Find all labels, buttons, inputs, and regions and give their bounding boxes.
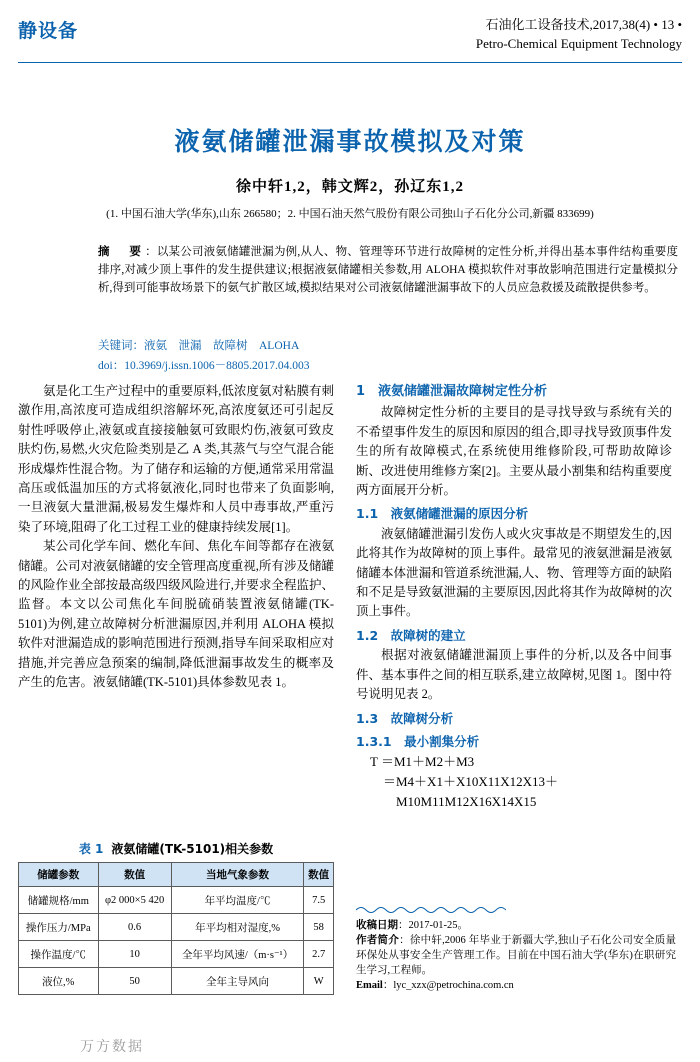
paragraph: 氨是化工生产过程中的重要原料,低浓度氨对粘膜有刺激作用,高浓度可造成组织溶解坏死,高浓度氨还可引起反射性呼吸停止,液氨或直接接触氨可致眼灼伤,液氨可致皮肤灼伤,易燃,火灾危险类别是乙 A 类,其蒸气与空气混合能形成爆炸性混合物。为了储存和运输的方便,通常采用常温高压或低温加压的方式将氨液化,同时也带来了负面影响,一旦液氨大量泄漏,极易发生爆炸和人员中毒事故,严重污染了环境,阻碍了化工过程工业的健康持续发展[1]。	[18, 384, 334, 534]
authors: 徐中轩1,2，韩文辉2，孙辽东1,2	[235, 179, 464, 195]
table-row	[19, 914, 334, 941]
table-cell: 50	[98, 968, 171, 995]
journal-info	[476, 14, 682, 52]
page-title: 液氨储罐泄漏事故模拟及对策	[174, 127, 526, 156]
formula-line: M10M11M12X16X14X15	[370, 794, 537, 810]
abstract-label: 摘 要	[98, 246, 146, 258]
table-header-row	[19, 863, 334, 887]
heading-1-1: 1.1 液氨储罐泄漏的原因分析	[356, 506, 529, 522]
parameters-table	[18, 862, 334, 995]
table-cell: 操作压力/MPa	[19, 914, 99, 941]
table-cell: 全年平均风速/（m·s⁻¹）	[171, 941, 304, 968]
table-cell: 储罐规格/mm	[19, 887, 99, 914]
table-caption	[18, 840, 334, 857]
email-value: ：lyc_xzx@petrochina.com.cn	[382, 980, 514, 991]
table-cell: 全年主导风向	[171, 968, 304, 995]
bio-text: ：徐中轩,2006 年毕业于新疆大学,独山子石化公司安全质量环保处从事安全生产管理工作。目前在中国石油大学(华东)在职研究生学习,工程师。	[356, 935, 677, 976]
left-column	[18, 382, 334, 693]
affiliation: (1. 中国石油大学(华东),山东 266580；2. 中国石油天然气股份有限公司独山子石化分公司,新疆 833699)	[106, 208, 594, 220]
email-line	[356, 978, 676, 993]
heading-1-2: 1.2 故障树的建立	[356, 627, 466, 643]
right-column	[356, 382, 672, 812]
author-bio	[356, 933, 676, 978]
table-header-cell: 储罐参数	[19, 863, 99, 887]
paragraph: 液氨储罐泄漏引发伤人或火灾事故是不期望发生的,因此将其作为故障树的顶上事件。最常见的液氨泄漏是液氨储罐本体泄漏和管道系统泄漏,人、物、管理等方面的缺陷和不足是导致氨泄漏的主要原因,因此将其作为故障树的次顶上事件。	[356, 526, 672, 619]
abstract-text: ：以某公司液氨储罐泄漏为例,从人、物、管理等环节进行故障树的定性分析,并得出基本事件结构重要度排序,对减少顶上事件的发生提供建议;根据液氨储罐相关参数,用 ALOHA 模拟软件对事故影响范围进行定量模拟分析,得到可能事故场景下的氨气扩散区域,模拟结果对公司液氨储罐泄漏事故下的人员应急救援及疏散提供参考。	[98, 246, 679, 294]
received-date	[356, 918, 676, 933]
table-number: 表 1	[78, 842, 104, 856]
email-label: Email	[356, 980, 383, 991]
page-header	[18, 14, 682, 62]
table-cell: 2.7	[304, 941, 334, 968]
table-cell: 年平均温度/℃	[171, 887, 304, 914]
wave-divider-icon	[356, 905, 506, 915]
received-value: ：2017-01-25。	[398, 920, 468, 931]
header-divider	[18, 62, 682, 63]
keywords-text: ：液氨 泄漏 故障树 ALOHA	[132, 340, 300, 352]
heading-1-3: 1.3 故障树分析	[356, 710, 454, 726]
table-cell: φ2 000×5 420	[98, 887, 171, 914]
keywords-label: 关键词	[98, 340, 133, 352]
footnote-block	[356, 918, 676, 993]
abstract	[98, 243, 678, 297]
paragraph: 故障树定性分析的主要目的是寻找导致与系统有关的不希望事件发生的原因和原因的组合,即寻找导致顶事件发生的所有故障模式,在系统使用维修阶段,可帮助故障诊断、改进使用维修方案[2]。主要从最小割集和结构重要度两方面展开分析。	[356, 405, 672, 498]
formula-line: ＝M4＋X1＋X10X11X12X13＋	[370, 774, 559, 790]
section-label: 静设备	[18, 20, 79, 42]
table-cell: 10	[98, 941, 171, 968]
heading-1: 1 液氨储罐泄漏故障树定性分析	[356, 384, 548, 399]
table-cell: W	[304, 968, 334, 995]
table-cell: 操作温度/℃	[19, 941, 99, 968]
table-header-cell: 数值	[98, 863, 171, 887]
doi: doi：10.3969/j.issn.1006－8805.2017.04.003	[98, 360, 310, 372]
watermark: 万方数据	[80, 1039, 144, 1055]
table-row	[19, 968, 334, 995]
journal-cn: 石油化工设备技术,2017,38(4) • 13 •	[485, 17, 682, 32]
table-header-cell: 数值	[304, 863, 334, 887]
table-cell: 58	[304, 914, 334, 941]
paragraph: 某公司化学车间、燃化车间、焦化车间等都存在液氨储罐。公司对液氨储罐的安全管理高度重视,所有涉及储罐的风险作业全部按最高级四级风险进行,并要求全程监护、监督。本文以公司焦化车间脱硫硝装置液氨储罐(TK-5101)为例,建立故障树分析泄漏原因,并利用 ALOHA 模拟软件对泄漏造成的影响范围进行预测,指导车间采取相应对措施,并完善应急预案的编制,降低泄漏事故发生的概率及产生的危害。液氨储罐(TK-5101)具体参数见表 1。	[18, 539, 334, 690]
received-label: 收稿日期	[356, 920, 398, 931]
formula-block	[370, 752, 672, 812]
table-cell: 液位,%	[19, 968, 99, 995]
table-row	[19, 887, 334, 914]
table-cell: 0.6	[98, 914, 171, 941]
table-cell: 7.5	[304, 887, 334, 914]
bio-label: 作者简介	[356, 935, 400, 946]
paragraph: 根据对液氨储罐泄漏顶上事件的分析,以及各中间事件、基本事件之间的相互联系,建立故障树,见图 1。图中符号说明见表 2。	[356, 648, 672, 702]
formula-line: T ＝M1＋M2＋M3	[370, 754, 475, 770]
table-cell: 年平均相对湿度,%	[171, 914, 304, 941]
table-header-cell: 当地气象参数	[171, 863, 304, 887]
heading-1-3-1: 1.3.1 最小割集分析	[356, 733, 480, 749]
journal-en: Petro-Chemical Equipment Technology	[475, 36, 682, 51]
table-title: 液氨储罐(TK-5101)相关参数	[111, 842, 274, 856]
keywords	[98, 337, 678, 353]
table-row	[19, 941, 334, 968]
